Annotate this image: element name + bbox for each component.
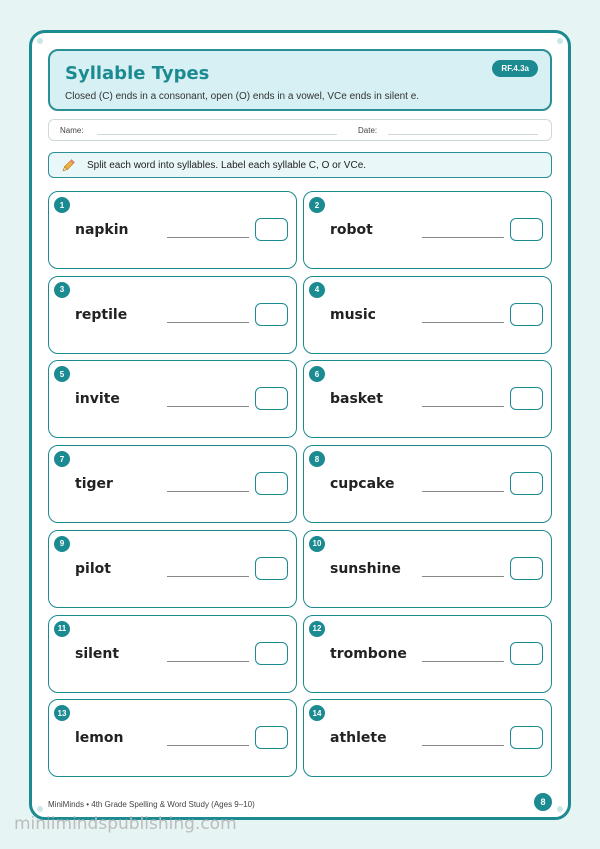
syllable-answer-line[interactable]	[167, 322, 249, 323]
footer-text: MiniMinds • 4th Grade Spelling & Word Study (Ages 9–10)	[48, 800, 255, 809]
page-subtitle: Closed (C) ends in a consonant, open (O) ends in a vowel, VCe ends in silent e.	[65, 91, 420, 102]
watermark: miniimindspublishing.com	[14, 814, 237, 834]
word-text: invite	[75, 391, 120, 408]
syllable-answer-line[interactable]	[422, 322, 504, 323]
syllable-answer-line[interactable]	[422, 491, 504, 492]
syllable-label-box[interactable]	[255, 218, 288, 241]
name-label: Name:	[60, 126, 84, 135]
syllable-label-box[interactable]	[510, 726, 543, 749]
syllable-answer-line[interactable]	[167, 491, 249, 492]
word-card	[48, 360, 297, 438]
word-text: sunshine	[330, 560, 401, 577]
syllable-answer-line[interactable]	[167, 745, 249, 746]
syllable-label-box[interactable]	[255, 303, 288, 326]
page-title: Syllable Types	[65, 63, 210, 84]
syllable-answer-line[interactable]	[167, 406, 249, 407]
instruction-box	[48, 152, 552, 178]
item-number-badge: 7	[54, 451, 70, 467]
word-card	[48, 276, 297, 354]
word-card	[48, 615, 297, 693]
header-panel	[48, 49, 552, 111]
word-card	[303, 445, 552, 523]
word-text: cupcake	[330, 476, 395, 493]
syllable-answer-line[interactable]	[422, 661, 504, 662]
worksheet-page	[29, 30, 571, 820]
item-number-badge: 8	[309, 451, 325, 467]
word-text: trombone	[330, 645, 407, 662]
item-number-badge: 5	[54, 366, 70, 382]
item-number-badge: 9	[54, 536, 70, 552]
syllable-label-box[interactable]	[255, 642, 288, 665]
syllable-answer-line[interactable]	[422, 237, 504, 238]
word-card	[303, 530, 552, 608]
item-number-badge: 12	[309, 621, 325, 637]
corner-dot	[37, 38, 43, 44]
syllable-label-box[interactable]	[510, 218, 543, 241]
word-card	[303, 360, 552, 438]
word-text: tiger	[75, 476, 113, 493]
word-card	[303, 191, 552, 269]
item-number-badge: 10	[309, 536, 325, 552]
word-text: lemon	[75, 730, 124, 747]
item-number-badge: 4	[309, 282, 325, 298]
syllable-answer-line[interactable]	[422, 576, 504, 577]
word-card	[303, 615, 552, 693]
word-text: athlete	[330, 730, 387, 747]
syllable-answer-line[interactable]	[167, 576, 249, 577]
word-card	[48, 445, 297, 523]
word-card	[303, 276, 552, 354]
word-text: reptile	[75, 306, 128, 323]
syllable-label-box[interactable]	[510, 472, 543, 495]
standard-badge: RF.4.3a	[492, 60, 538, 77]
syllable-label-box[interactable]	[510, 557, 543, 580]
syllable-answer-line[interactable]	[422, 745, 504, 746]
syllable-answer-line[interactable]	[167, 237, 249, 238]
syllable-label-box[interactable]	[510, 387, 543, 410]
instruction-text: Split each word into syllables. Label each syllable C, O or VCe.	[87, 160, 367, 171]
page-number: 8	[534, 793, 552, 811]
name-field[interactable]	[97, 134, 337, 135]
corner-dot	[37, 806, 43, 812]
syllable-label-box[interactable]	[255, 472, 288, 495]
item-number-badge: 3	[54, 282, 70, 298]
syllable-label-box[interactable]	[510, 303, 543, 326]
item-number-badge: 2	[309, 197, 325, 213]
word-text: basket	[330, 391, 383, 408]
word-card	[48, 530, 297, 608]
syllable-label-box[interactable]	[255, 726, 288, 749]
word-text: silent	[75, 645, 120, 662]
word-text: robot	[330, 222, 373, 238]
pencil-icon	[61, 159, 75, 178]
syllable-label-box[interactable]	[510, 642, 543, 665]
word-card	[48, 191, 297, 269]
corner-dot	[557, 38, 563, 44]
name-date-bar	[48, 119, 552, 141]
word-text: pilot	[75, 560, 111, 577]
word-card	[303, 699, 552, 777]
item-number-badge: 6	[309, 366, 325, 382]
syllable-label-box[interactable]	[255, 387, 288, 410]
date-field[interactable]	[388, 134, 538, 135]
syllable-answer-line[interactable]	[167, 661, 249, 662]
corner-dot	[557, 806, 563, 812]
item-number-badge: 1	[54, 197, 70, 213]
word-text: napkin	[75, 222, 129, 238]
syllable-label-box[interactable]	[255, 557, 288, 580]
item-number-badge: 14	[309, 705, 325, 721]
date-label: Date:	[358, 126, 378, 135]
item-number-badge: 11	[54, 621, 70, 637]
syllable-answer-line[interactable]	[422, 406, 504, 407]
word-card	[48, 699, 297, 777]
item-number-badge: 13	[54, 705, 70, 721]
word-text: music	[330, 306, 376, 323]
